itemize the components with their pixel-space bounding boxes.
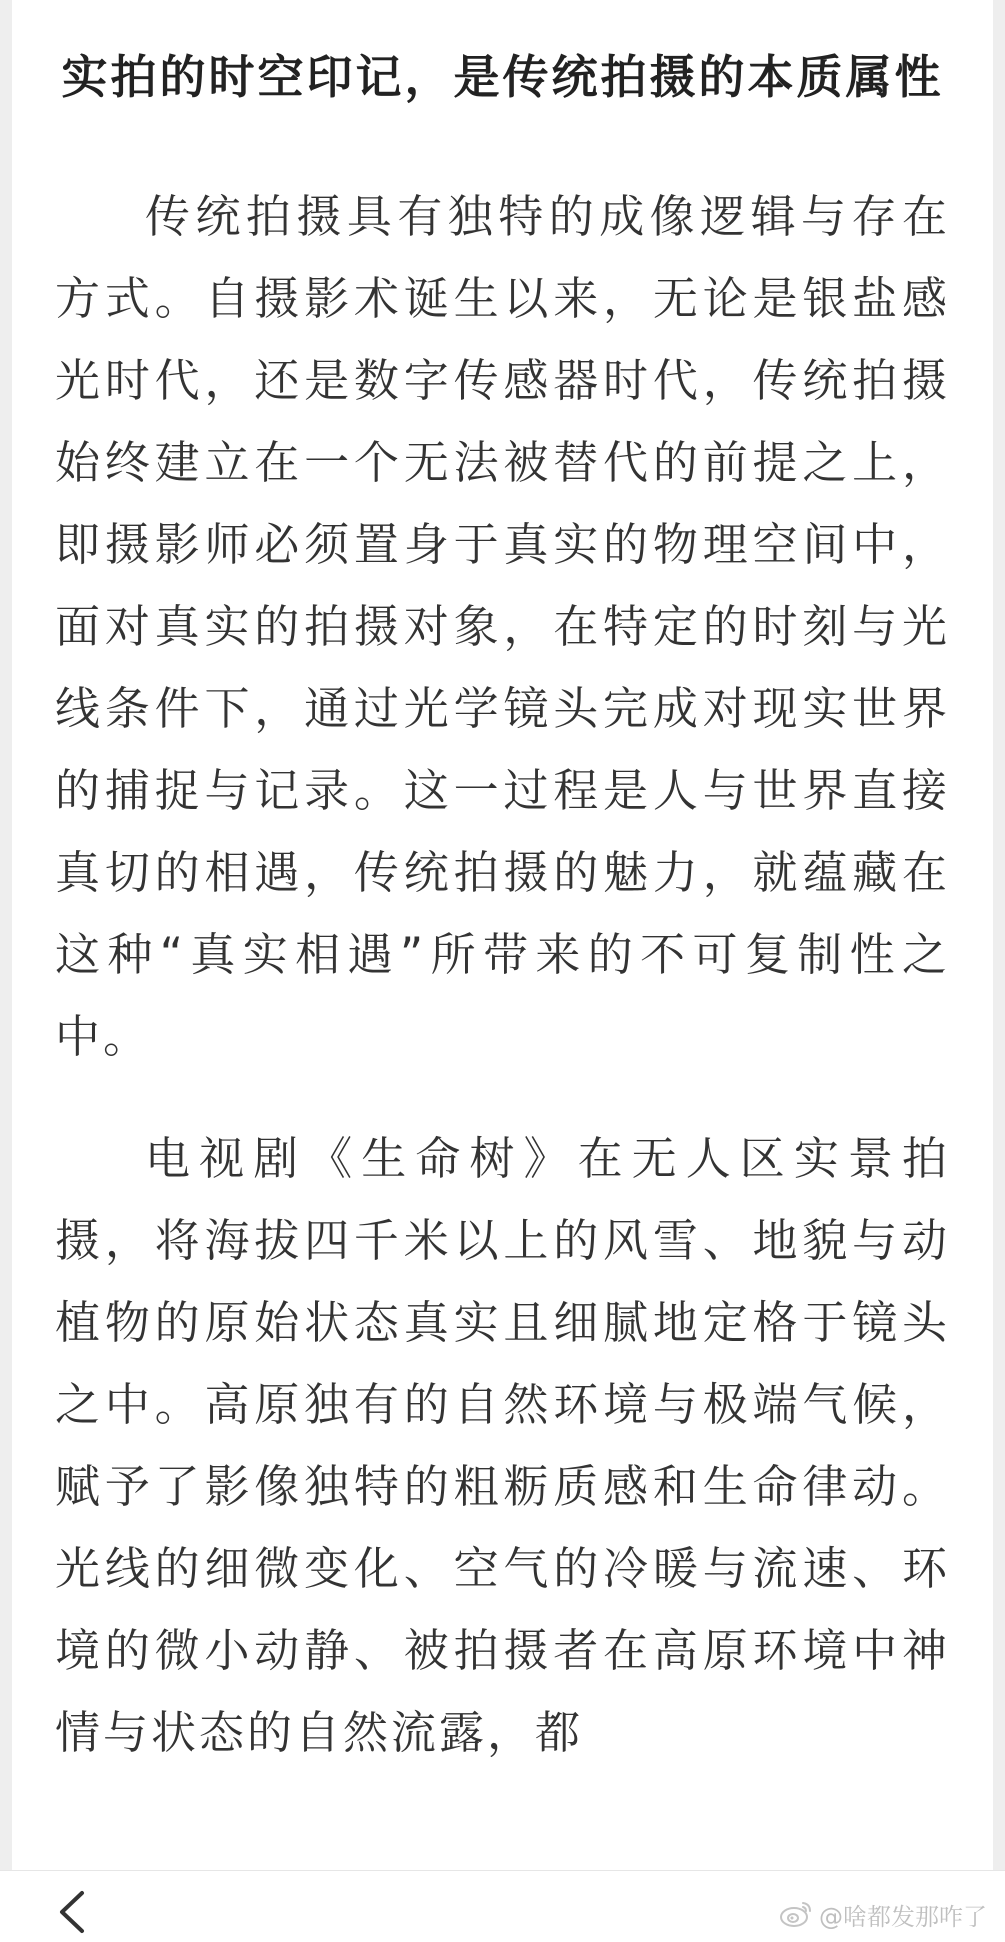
- watermark: [779, 1897, 987, 1931]
- bottom-toolbar: [0, 1870, 1005, 1942]
- article-paragraph: 传统拍摄具有独特的成像逻辑与存在方式。自摄影术诞生以来，无论是银盐感光时代，还是数字传感器时代，传统拍摄始终建立在一个无法被替代的前提之上，即摄影师必须置身于真实的物理空间中，面对真实的拍摄对象，在特定的时刻与光线条件下，通过光学镜头完成对现实世界的捕捉与记录。这一过程是人与世界直接真切的相遇，传统拍摄的魅力，就蕴藏在这种“真实相遇”所带来的不可复制性之中。: [55, 190, 950, 1063]
- watermark-text: @啥都发那咋了: [819, 1902, 987, 1931]
- weibo-icon: [779, 1900, 813, 1928]
- chevron-left-icon: [52, 1887, 92, 1937]
- back-button[interactable]: [52, 1887, 92, 1937]
- article-title: 实拍的时空印记，是传统拍摄的本质属性: [61, 50, 944, 104]
- article-content: [55, 36, 950, 1774]
- article-paragraph: 电视剧《生命树》在无人区实景拍摄，将海拔四千米以上的风雪、地貌与动植物的原始状态真实且细腻地定格于镜头之中。高原独有的自然环境与极端气候，赋予了影像独特的粗粝质感和生命律动。光线的细微变化、空气的冷暖与流速、环境的微小动静、被拍摄者在高原环境中神情与状态的自然流露，都: [55, 1132, 950, 1759]
